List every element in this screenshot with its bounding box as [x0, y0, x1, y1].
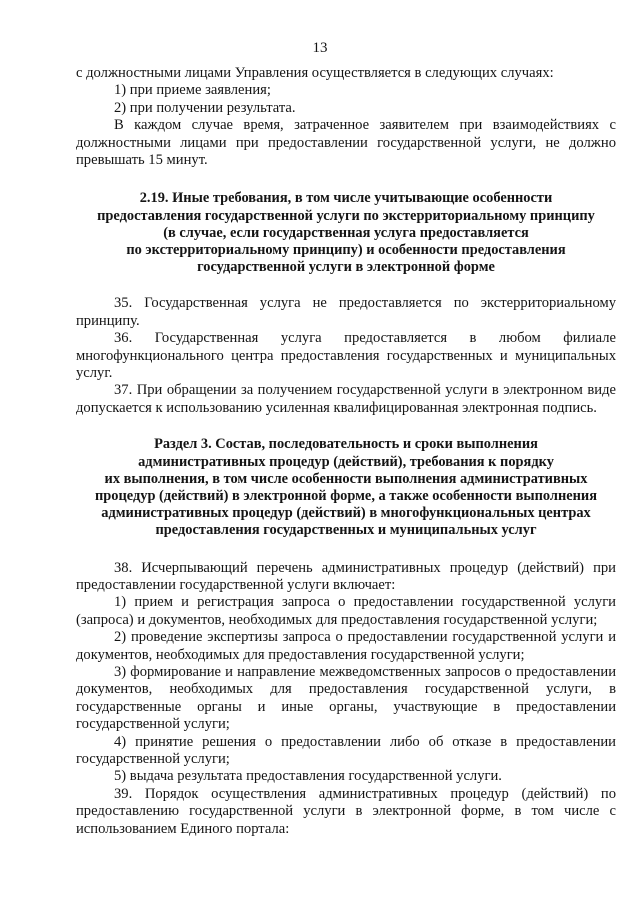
- heading-line: 2.19. Иные требования, в том числе учитывающие особенности: [139, 190, 553, 207]
- document-body: [76, 65, 616, 838]
- paragraph-36: 36. Государственная услуга предоставляется в любом филиале многофункционального центра предоставления государственных и муниципальных услуг.: [76, 330, 616, 382]
- paragraph-38: 38. Исчерпывающий перечень административных процедур (действий) при предоставлении государственной услуги включает:: [76, 559, 616, 593]
- heading-line: процедур (действий) в электронной форме, а также особенности выполнения: [95, 487, 597, 504]
- paragraph-38-item-3: 3) формирование и направление межведомственных запросов о предоставлении документов, необходимых для предоставления государственной услуги, в государственные органы и иные органы, участвующие в предоставлении государственной услуги;: [76, 663, 616, 733]
- paragraph-38-item-4: 4) принятие решения о предоставлении либо об отказе в предоставлении государственной услуги;: [76, 733, 616, 767]
- paragraph-38-item-2: 2) проведение экспертизы запроса о предоставлении государственной услуги и документов, необходимых для предоставления государственной услуги;: [76, 629, 616, 663]
- paragraph-37: 37. При обращении за получением государственной услуги в электронном виде допускается к использованию усиленная квалифицированная электронная подпись.: [76, 382, 616, 416]
- heading-line: по экстерриториальному принципу) и особенности предоставления: [126, 242, 566, 259]
- heading-line: предоставления государственной услуги по экстерриториальному принципу: [97, 207, 595, 224]
- heading-line: административных процедур (действий), требования к порядку: [138, 453, 554, 470]
- heading-line: предоставления государственных и муниципальных услуг: [155, 522, 537, 539]
- heading-line: Раздел 3. Состав, последовательность и сроки выполнения: [154, 436, 538, 453]
- intro-line: с должностными лицами Управления осуществляется в следующих случаях:: [76, 65, 554, 81]
- paragraph-35: 35. Государственная услуга не предоставляется по экстерриториальному принципу.: [76, 295, 616, 329]
- paragraph-38-item-1: 1) прием и регистрация запроса о предоставлении государственной услуги (запроса) и документов, необходимых для предоставления государственной услуги;: [76, 594, 616, 628]
- heading-line: административных процедур (действий) в многофункциональных центрах: [101, 505, 591, 522]
- paragraph-38-item-5: 5) выдача результата предоставления государственной услуги.: [114, 768, 502, 785]
- intro-item-1: 1) при приеме заявления;: [114, 82, 271, 99]
- heading-line: их выполнения, в том числе особенности выполнения административных: [104, 470, 588, 487]
- section-3-heading: [82, 436, 610, 539]
- heading-line: государственной услуги в электронной форме: [197, 259, 495, 276]
- heading-line: (в случае, если государственная услуга предоставляется: [163, 224, 529, 241]
- paragraph-39: 39. Порядок осуществления административных процедур (действий) по предоставлению государственной услуги в электронной форме, в том числе с использованием Единого портала:: [76, 785, 616, 837]
- intro-item-2: 2) при получении результата.: [114, 99, 296, 116]
- page-number: 13: [312, 40, 328, 56]
- time-limit-paragraph: В каждом случае время, затраченное заявителем при взаимодействиях с должностными лицами при предоставлении государственной услуги, не должно превышать 15 минут.: [76, 117, 616, 169]
- section-2-19-heading: [82, 190, 610, 276]
